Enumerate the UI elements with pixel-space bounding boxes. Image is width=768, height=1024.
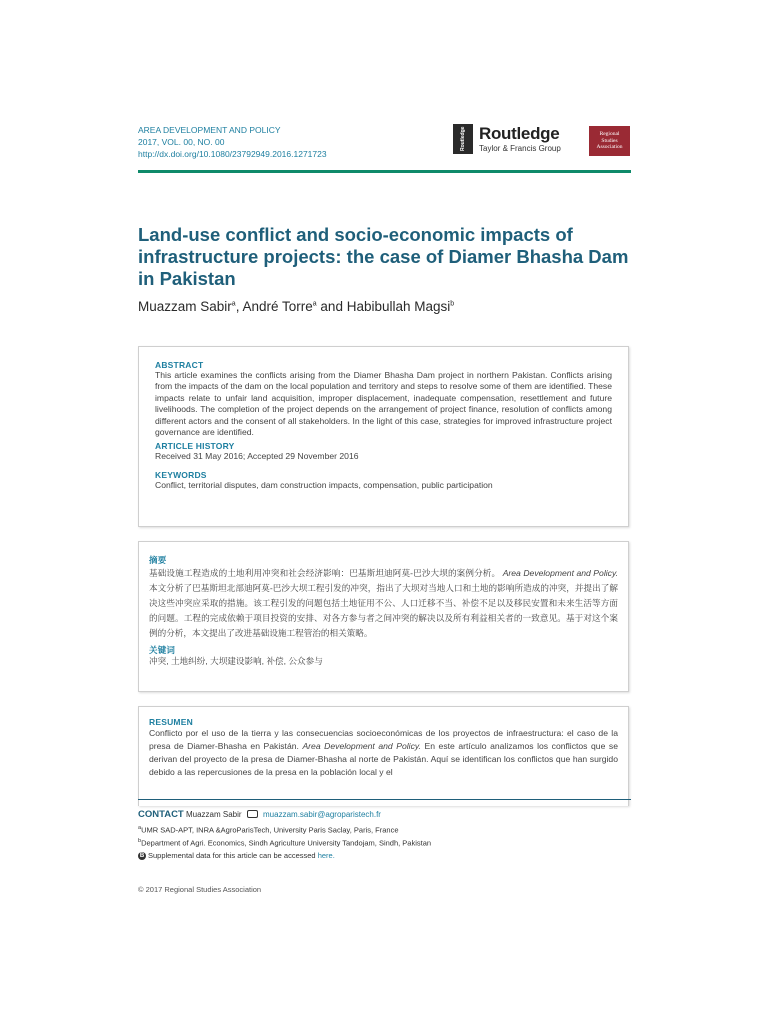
footnote-divider: [138, 799, 631, 800]
journal-meta: [138, 124, 327, 160]
contact-label: CONTACT: [138, 809, 184, 820]
article-history: Received 31 May 2016; Accepted 29 November 2016: [155, 451, 359, 462]
abstract-text: This article examines the conflicts arising from the Diamer Bhasha Dam project in northern Pakistan. Conflicts arising from the impacts of the dam on the local population and territory and steps to resolve some of them are identified. These impacts relate to unfair land acquisition, improper displacement, inadequate compensation, resettlement and future livelihoods. The completion of the project depends on the arrangement of project finance, resolution of conflicts among different actors and the consent of all stakeholders. In the light of this case, strategies for improved infrastructure project governance are identified.: [155, 370, 612, 438]
publisher-subtitle: Taylor & Francis Group: [479, 144, 561, 153]
publisher-logo: [453, 122, 571, 156]
abstract-heading: ABSTRACT: [155, 360, 204, 370]
publisher-name: Routledge: [479, 124, 560, 143]
header-divider: [138, 170, 631, 173]
email-icon: [247, 810, 258, 818]
author-name: Muazzam Sabir: [138, 299, 232, 314]
journal-name: AREA DEVELOPMENT AND POLICY: [138, 125, 281, 135]
society-logo: Regional Studies Association: [589, 126, 630, 156]
routledge-mark-icon: Routledge: [453, 124, 473, 154]
contact-name: Muazzam Sabir: [185, 810, 242, 819]
chinese-keywords: 冲突, 土地纠纷, 大坝建设影响, 补偿, 公众参与: [149, 656, 323, 666]
copyright: © 2017 Regional Studies Association: [138, 885, 262, 894]
article-title: Land-use conflict and socio-economic impacts of infrastructure projects: the case of Diamer Bhasha Dam in Pakistan: [138, 224, 629, 289]
chinese-abstract-heading: 摘要: [149, 555, 167, 565]
affiliation-a: $^a$UMR SAD-APT, INRA &AgroParisTech, University Paris Saclay, Paris, France: [138, 825, 399, 835]
abstract-box: [138, 346, 629, 527]
keywords-heading: KEYWORDS: [155, 469, 207, 480]
spanish-abstract-box: [138, 706, 629, 806]
supplemental-note: B Supplemental data for this article can be accessed here.: [139, 851, 335, 860]
author-name: Habibullah Magsi: [346, 299, 451, 314]
affiliation-b: $^b$Department of Agri. Economics, Sindh Agriculture University Tandojam, Sindh, Pakistan: [138, 838, 432, 848]
chinese-abstract-text: 基础设施工程造成的土地利用冲突和社会经济影响：巴基斯坦迪阿莫-巴沙大坝的案例分析。 Area Development and Policy. 本文分析了巴基斯坦北部迪阿莫-巴沙大坝工程引发的冲突，指出了大坝对当地人口和土地的影响所造成的冲突，并提出了解决这些冲突应采取的措施。该工程引发的问题包括土地征用不公、人口迁移不当、补偿不足以及移民安置和未来生活等方面的问题。工程的完成依赖于项目投资的安排、对各方参与者之间冲突的解决以及所有利益相关者的一致意见。基于对这个案例的分析，本文提出了改进基础设施工程管治的相关策略。: [149, 568, 618, 638]
chinese-abstract-box: [138, 541, 629, 692]
doi-link[interactable]: http://dx.doi.org/10.1080/23792949.2016.1271723: [138, 149, 327, 159]
author-list: Muazzam Sabir$^a$, André Torre$^a$ and Habibullah Magsi$^b$: [138, 299, 455, 314]
keywords: Conflict, territorial disputes, dam construction impacts, compensation, public participation: [155, 479, 493, 490]
spanish-abstract-heading: RESUMEN: [149, 717, 193, 727]
chinese-keywords-heading: 关键词: [149, 645, 176, 655]
author-name: André Torre: [242, 299, 313, 314]
supplemental-data-icon: B: [139, 853, 145, 860]
contact-email-link[interactable]: muazzam.sabir@agroparistech.fr: [263, 810, 381, 819]
contact-line: [138, 809, 381, 820]
journal-volume: 2017, VOL. 00, NO. 00: [138, 137, 225, 147]
supplemental-link[interactable]: here.: [317, 851, 335, 860]
article-history-heading: ARTICLE HISTORY: [155, 441, 235, 452]
spanish-abstract-text: Conflicto por el uso de la tierra y las consecuencias socioeconómicas de los proyectos de infraestructura: el caso de la presa de Diamer-Bhasha en Pakistán. Area Development and Policy. En este artículo analizamos los conflictos que se derivan del proyecto de la presa de Diamer-Bhasha al norte de Pakistán. Aquí se identifican los conflictos que han surgido debido a las repercusiones de la presa en la población local y el: [149, 728, 618, 777]
